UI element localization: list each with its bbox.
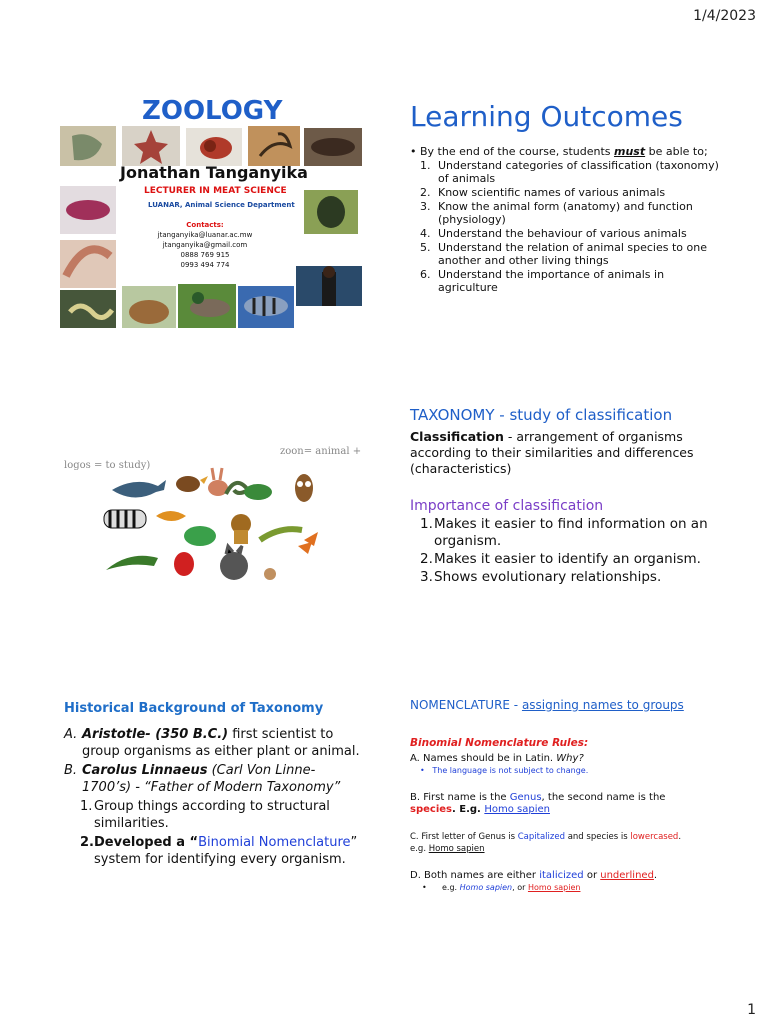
lizard-icon bbox=[260, 529, 302, 540]
rule-text: D. Both names are either bbox=[410, 869, 540, 881]
lecturer-role: LECTURER IN MEAT SCIENCE bbox=[144, 186, 287, 196]
item-number: 1. bbox=[420, 516, 433, 532]
email-secondary: jtanganyika@gmail.com bbox=[162, 241, 248, 249]
list-item bbox=[420, 227, 720, 240]
item-number: 5. bbox=[420, 241, 431, 254]
taxonomy-heading: TAXONOMY - study of classification bbox=[410, 406, 673, 424]
aristotle-text: first scientist to group organisms as either plant or animal. bbox=[82, 727, 360, 759]
page-number: 1 bbox=[747, 1002, 756, 1018]
crocodile-icon bbox=[106, 556, 158, 570]
classification-definition bbox=[410, 429, 730, 477]
genus-term: Genus bbox=[509, 791, 542, 803]
rule-b-line2 bbox=[410, 804, 740, 817]
underlined-term: underlined bbox=[600, 869, 654, 881]
lowercased-term: lowercased bbox=[630, 831, 679, 842]
rule-text: A. Names should be in Latin. bbox=[410, 752, 557, 764]
nomenclature-heading bbox=[410, 698, 684, 712]
example-name: Homo sapien bbox=[428, 844, 485, 854]
history-item-b bbox=[64, 763, 364, 796]
slide1-title: ZOOLOGY bbox=[142, 96, 283, 126]
outcomes-list bbox=[420, 159, 720, 295]
heading-text: NOMENCLATURE - bbox=[410, 698, 522, 712]
contact-block bbox=[150, 220, 260, 270]
binomial-term: Binomial Nomenclature bbox=[198, 835, 351, 850]
rule-sub-text: The language is not subject to change. bbox=[432, 766, 589, 775]
lecturer-name: Jonathan Tanganyika bbox=[120, 163, 308, 182]
rule-b bbox=[410, 792, 740, 805]
rule-text-mid: , or bbox=[512, 883, 528, 892]
item-text: Makes it easier to identify an organism. bbox=[434, 551, 701, 567]
item-text bbox=[82, 763, 364, 796]
rule-text-end: . bbox=[653, 869, 658, 881]
zoon-caption: zoon= animal + bbox=[280, 446, 362, 457]
item-number: 4. bbox=[420, 227, 431, 240]
page-date: 1/4/2023 bbox=[693, 8, 756, 24]
item-number: 1. bbox=[420, 159, 431, 172]
importance-list bbox=[420, 516, 740, 587]
list-item bbox=[420, 268, 720, 294]
list-item bbox=[420, 159, 720, 185]
list-item bbox=[420, 241, 720, 267]
item-number: 2. bbox=[420, 186, 431, 199]
item-text: Understand the behaviour of various animals bbox=[438, 227, 687, 240]
phone-primary: 0888 769 915 bbox=[180, 251, 230, 259]
intro-text-end: be able to; bbox=[645, 145, 708, 158]
example-underlined: Homo sapien bbox=[527, 883, 581, 892]
intro-emphasis: must bbox=[614, 145, 646, 158]
linnaeus-name: Carolus Linnaeus bbox=[82, 763, 208, 778]
item-label: B. bbox=[64, 763, 78, 778]
logos-caption: logos = to study) bbox=[64, 460, 151, 471]
turtle-icon bbox=[244, 484, 272, 500]
item-number: 3. bbox=[420, 569, 433, 585]
item-text: Makes it easier to find information on an organism. bbox=[434, 516, 708, 549]
cardinal-icon bbox=[174, 552, 194, 576]
item-number: 2. bbox=[420, 551, 433, 567]
rule-a bbox=[410, 753, 740, 766]
rule-d bbox=[410, 870, 740, 883]
rule-text-mid: and species is bbox=[565, 831, 631, 842]
item-text-start: Developed a “ bbox=[94, 835, 199, 850]
item-text: Know scientific names of various animals bbox=[438, 186, 666, 199]
rules-heading: Binomial Nomenclature Rules: bbox=[410, 737, 589, 749]
item-text bbox=[82, 727, 364, 760]
contacts-label: Contacts: bbox=[186, 221, 224, 229]
example-name: Homo sapien bbox=[484, 804, 550, 815]
phone-secondary: 0993 494 774 bbox=[180, 261, 230, 269]
lecturer-department: LUANAR, Animal Science Department bbox=[148, 201, 295, 209]
list-item bbox=[420, 200, 720, 226]
importance-heading: Importance of classification bbox=[410, 498, 604, 514]
bird-icon bbox=[176, 476, 200, 492]
item-text: Understand the relation of animal species to one another and other living things bbox=[438, 241, 707, 267]
history-item-a bbox=[64, 727, 364, 760]
eg-label: e.g. bbox=[441, 883, 460, 892]
item-text: Understand categories of classification (taxonomy) of animals bbox=[438, 159, 719, 185]
capitalized-term: Capitalized bbox=[517, 831, 565, 842]
rule-question: Why? bbox=[556, 752, 584, 764]
italicized-term: italicized bbox=[539, 869, 584, 881]
definition-term: Classification bbox=[410, 429, 504, 444]
slide2-title: Learning Outcomes bbox=[410, 100, 683, 133]
item-text-end: ” system for identifying every organism. bbox=[94, 835, 358, 867]
item-number: 1. bbox=[80, 799, 93, 814]
item-label: A. bbox=[64, 727, 78, 742]
item-text: Group things according to structural similarities. bbox=[94, 799, 330, 831]
whale-icon bbox=[112, 480, 166, 498]
item-number: 2. bbox=[80, 835, 94, 850]
rule-c bbox=[410, 831, 740, 844]
definition-text: - arrangement of organisms according to their similarities and differences (characteristics) bbox=[410, 429, 694, 476]
item-text: Understand the importance of animals in agriculture bbox=[438, 268, 665, 294]
goldfish-icon bbox=[156, 511, 186, 521]
snail-icon bbox=[264, 568, 276, 580]
heading-underlined: assigning names to groups bbox=[521, 698, 684, 712]
intro-text: • By the end of the course, students bbox=[410, 145, 614, 158]
owl-icon bbox=[295, 474, 313, 502]
list-item bbox=[420, 516, 740, 550]
item-text: Know the animal form (anatomy) and function (physiology) bbox=[438, 200, 693, 226]
item-text: Shows evolutionary relationships. bbox=[434, 569, 662, 585]
list-item bbox=[420, 551, 740, 568]
email-primary: jtanganyika@luanar.ac.mw bbox=[157, 231, 253, 239]
rule-a-sub: • The language is not subject to change. bbox=[420, 766, 589, 775]
animals-clipart bbox=[100, 466, 325, 586]
item-number: 6. bbox=[420, 268, 431, 281]
rabbit-icon bbox=[208, 480, 228, 496]
eg-label: e.g. bbox=[410, 844, 429, 854]
rule-text: C. First letter of Genus is bbox=[410, 831, 518, 842]
history-subitem-1 bbox=[80, 799, 364, 832]
item-text bbox=[94, 835, 364, 868]
list-item bbox=[420, 569, 740, 586]
history-subitem-2 bbox=[80, 835, 364, 868]
aristotle-name: Aristotle- (350 B.C.) bbox=[82, 727, 229, 742]
rule-text-mid: , the second name is the bbox=[541, 791, 666, 803]
eg-label: . E.g. bbox=[451, 804, 485, 815]
list-item bbox=[420, 186, 720, 199]
nomenclature-rules bbox=[410, 737, 740, 895]
item-number: 3. bbox=[420, 200, 431, 213]
rule-text-mid: or bbox=[583, 869, 601, 881]
frog-icon bbox=[184, 526, 216, 546]
cat-icon bbox=[220, 552, 248, 580]
species-term: species bbox=[410, 804, 452, 815]
rule-text: B. First name is the bbox=[410, 791, 510, 803]
history-heading: Historical Background of Taxonomy bbox=[64, 701, 324, 716]
history-body bbox=[64, 727, 364, 868]
rule-c-example bbox=[410, 843, 740, 856]
example-italic: Homo sapien bbox=[459, 883, 513, 892]
outcomes-intro bbox=[410, 145, 708, 158]
rule-d-sub: • e.g. Homo sapien, or Homo sapien bbox=[422, 883, 581, 892]
rule-text-end: . bbox=[678, 831, 682, 842]
linnaeus-title: (Carl Von Linne-1700’s) - “Father of Modern Taxonomy” bbox=[82, 763, 341, 795]
